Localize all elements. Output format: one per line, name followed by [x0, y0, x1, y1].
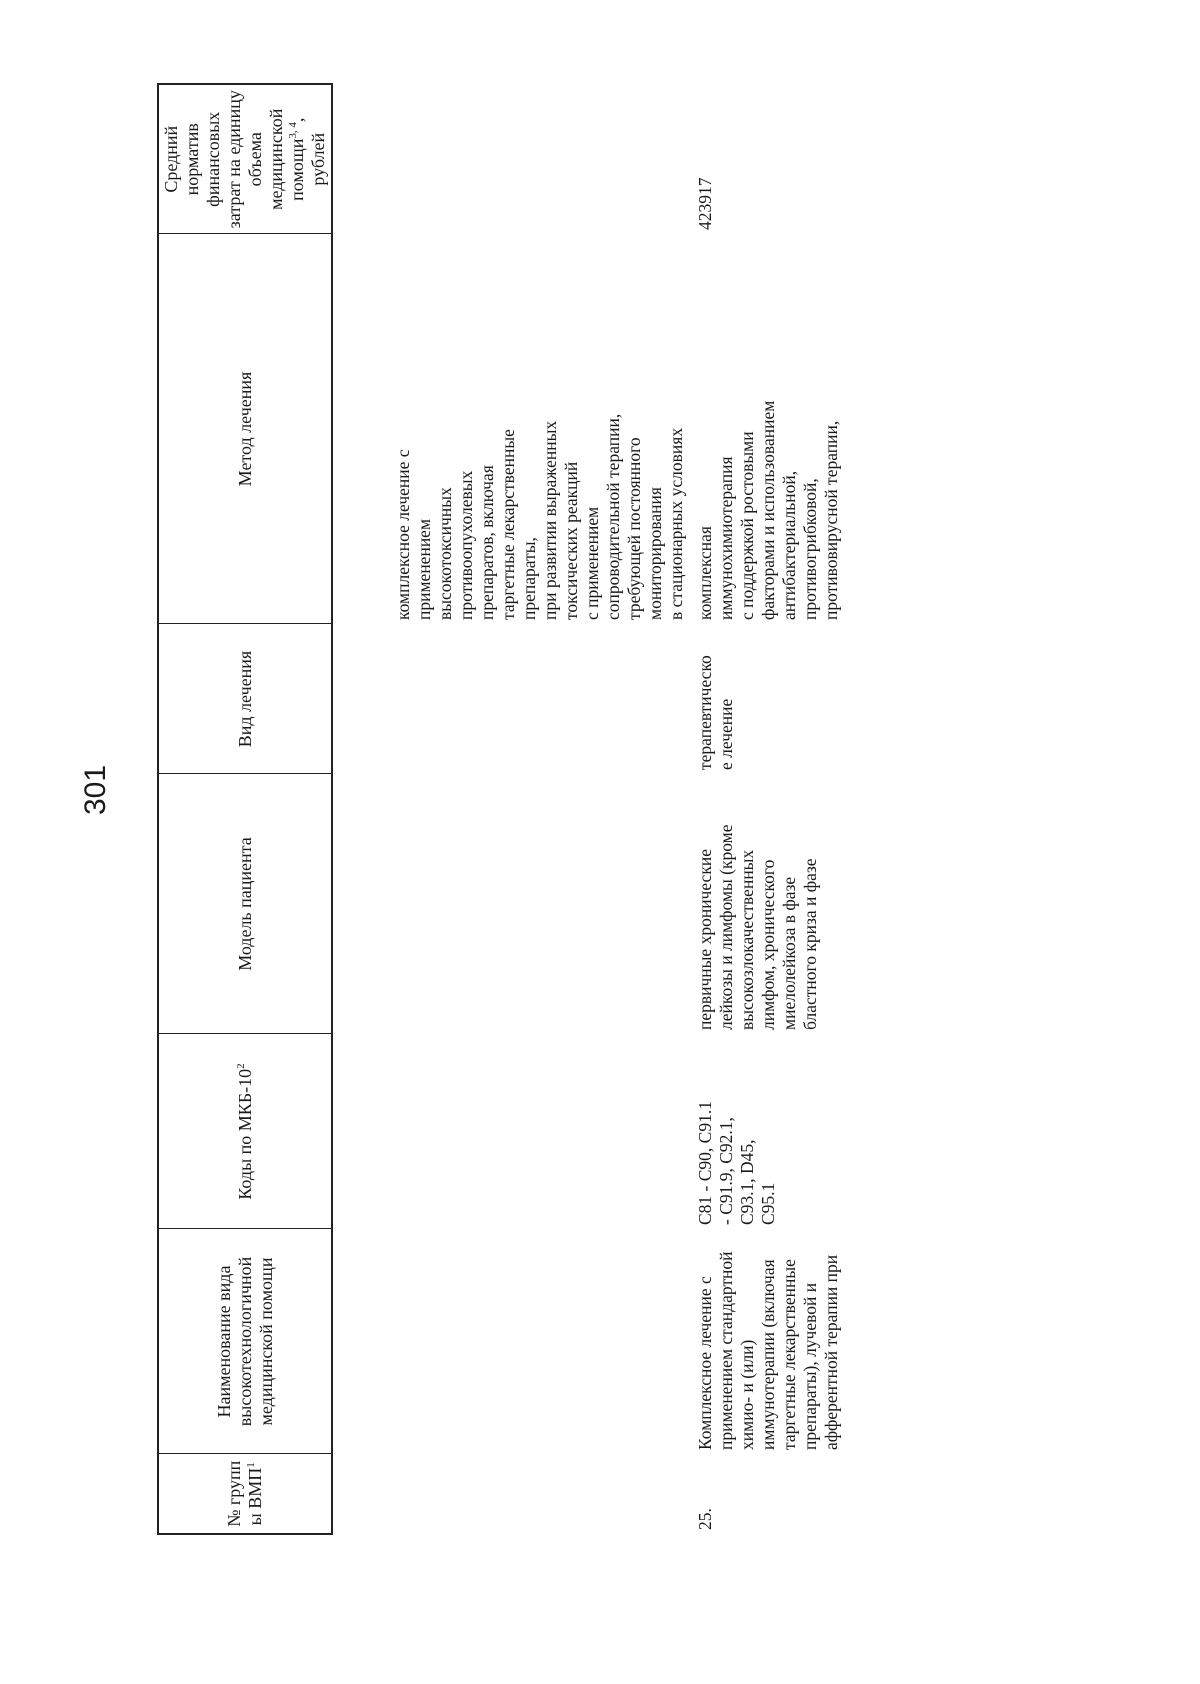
- name-cell: Комплексное лечение с применением стандартной химио- и (или) иммунотерапии (включая таргетные лекарственные препараты), лучевой и афферентной терапии при: [695, 1251, 841, 1450]
- table-body: [332, 84, 842, 1534]
- table-header: [158, 84, 332, 1534]
- header-method: Метод лечения: [158, 234, 332, 624]
- cost-cell: 423917: [695, 177, 715, 230]
- header-codes: Коды по МКБ-$10^2$: [158, 1034, 332, 1229]
- method-cell: комплексная иммунохимиотерапия с поддержкой ростовыми факторами и использованием антибактериальной, противогрибковой, противовирусной терапии,: [695, 400, 841, 620]
- header-cost: Средний норматив финансовых затрат на единицу объема медицинской помощи$^{3, 4}$, рублей: [158, 84, 332, 234]
- table-row: [687, 84, 842, 1534]
- continuation-row: [393, 84, 687, 1534]
- header-name: Наименование вида высокотехнологичной медицинской помощи: [158, 1229, 332, 1454]
- model-cell: первичные хронические лейкозы и лимфомы (кроме высокозлокачественных лимфом, хронического миелолейкоза в фазе бластного криза и фазе: [695, 824, 820, 1030]
- header-model: Модель пациента: [158, 774, 332, 1034]
- continuation-method-cell: комплексное лечение с применением высокотоксичных противоопухолевых препаратов, включая таргетные лекарственные препараты, при развитии выраженных токсических реакций с применением сопроводительной терапии, требующей постоянного мониторирования в стационарных условиях: [393, 413, 686, 620]
- header-treatment-type: Вид лечения: [158, 624, 332, 774]
- rotated-table-sheet: [157, 85, 957, 1535]
- header-group-number: № групп ы ВМП$^1$: [158, 1454, 332, 1534]
- page-number: 301: [79, 764, 112, 816]
- treatment-type-cell: терапевтическо е лечение: [695, 655, 736, 770]
- spacer-row: [332, 84, 393, 1534]
- codes-cell: C81 - C90, C91.1 - C91.9, C92.1, C93.1, D45, C95.1: [695, 1101, 778, 1225]
- header-row: [158, 84, 332, 1534]
- group-number-cell: 25.: [695, 1508, 715, 1530]
- vmp-table: [157, 83, 842, 1535]
